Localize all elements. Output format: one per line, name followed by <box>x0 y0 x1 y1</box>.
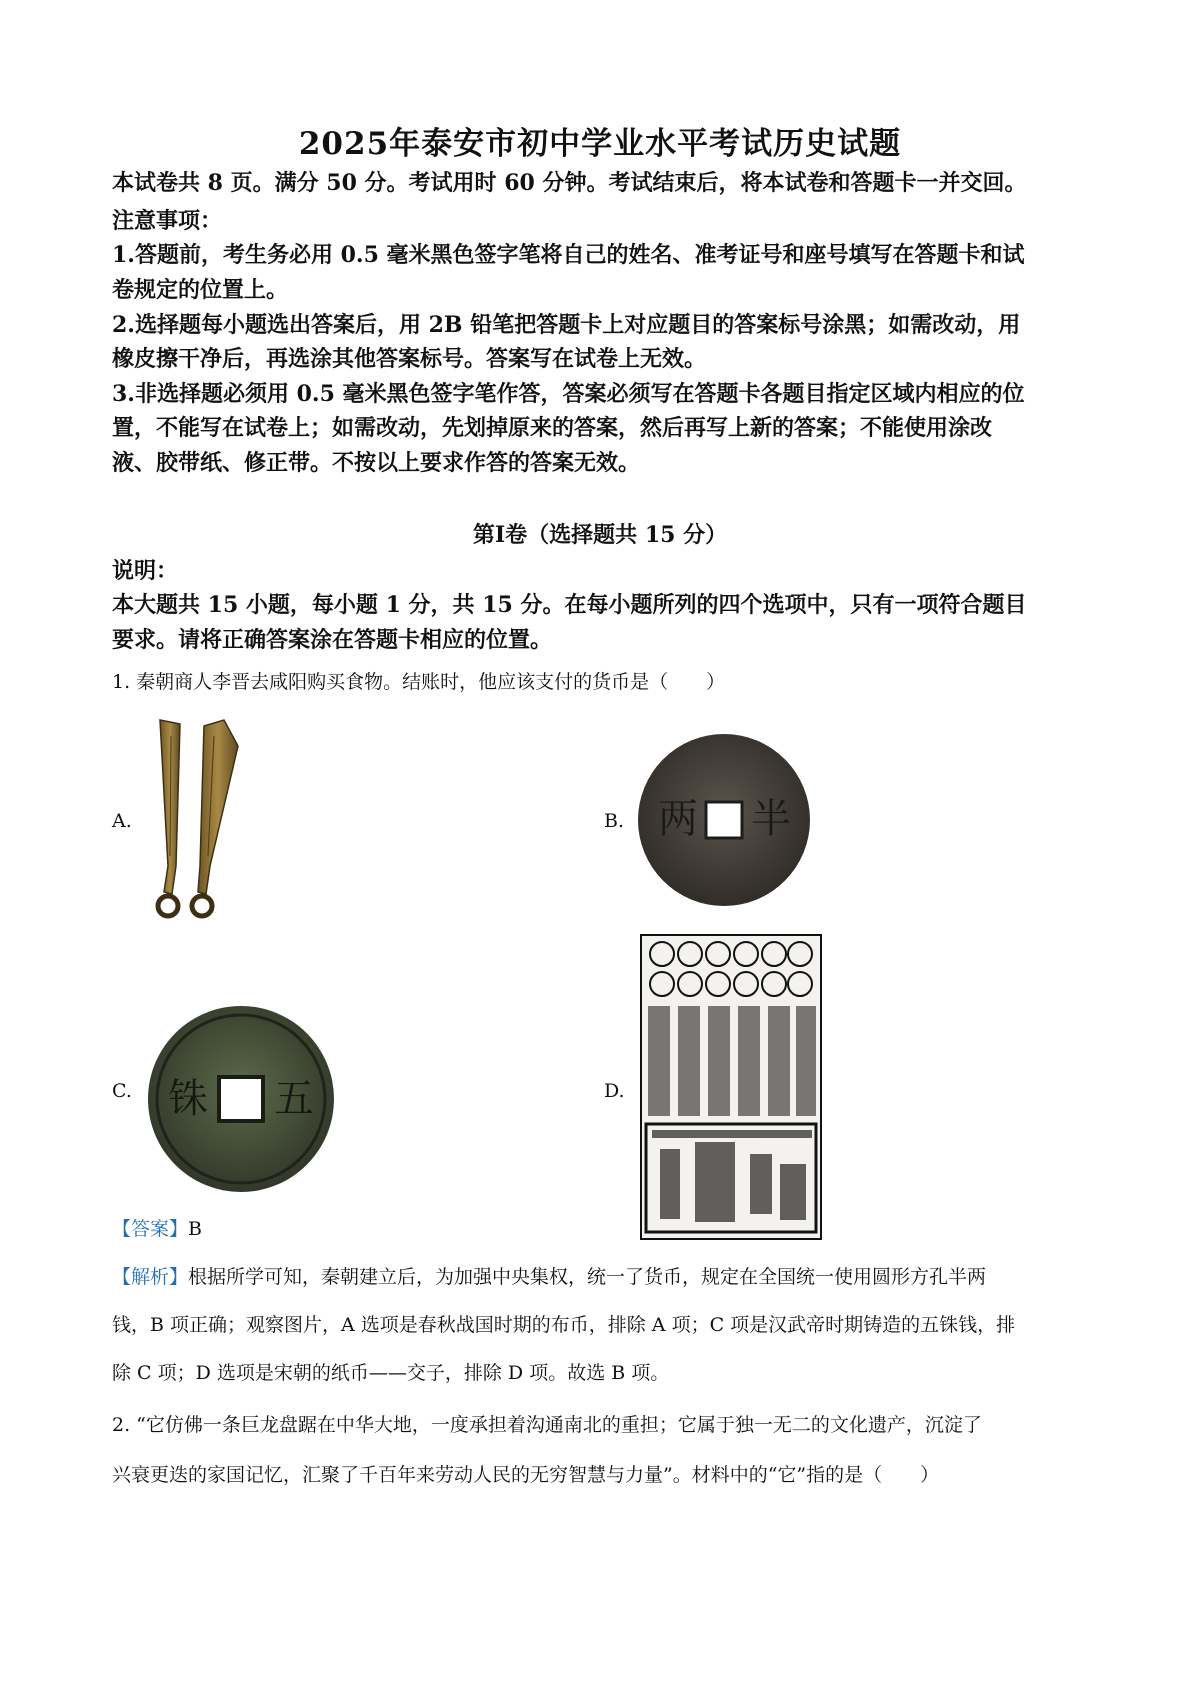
coin-char: 铢 <box>168 1076 208 1122</box>
question-2-line: 兴衰更迭的家国记忆，汇聚了千百年来劳动人民的无穷智慧与力量”。材料中的“它”指的是（ ） <box>112 1464 940 1486</box>
explain-heading: 说明： <box>112 558 179 584</box>
analysis-line <box>112 1262 986 1289</box>
round-coin-image <box>146 1004 336 1198</box>
analysis-line: 钱，B 项正确；观察图片，A 选项是春秋战国时期的布币，排除 A 项；C 项是汉武帝时期铸造的五铢钱，排 <box>112 1314 1016 1336</box>
explain-line: 要求。请将正确答案涂在答题卡相应的位置。 <box>112 627 553 653</box>
analysis-text: 根据所学可知，秦朝建立后，为加强中央集权，统一了货币，规定在全国统一使用圆形方孔半两 <box>188 1266 987 1288</box>
section-title: 第Ⅰ卷（选择题共 15 分） <box>472 522 728 548</box>
notice-line: 1.答题前，考生务必用 0.5 毫米黑色签字笔将自己的姓名、准考证号和座号填写在答题卡和试 <box>112 242 1025 268</box>
notice-line: 卷规定的位置上。 <box>112 277 289 303</box>
notice-heading: 注意事项： <box>112 208 223 234</box>
coin-char: 两 <box>658 796 698 842</box>
explain-line: 本大题共 15 小题，每小题 1 分，共 15 分。在每小题所列的四个选项中，只有一项符合题目 <box>112 592 1027 618</box>
answer-tag: 【答案】 <box>112 1218 189 1240</box>
paper-money-image <box>640 934 822 1244</box>
analysis-tag: 【解析】 <box>112 1266 189 1288</box>
page-title: 2025年泰安市初中学业水平考试历史试题 <box>298 126 902 162</box>
analysis-line: 除 C 项；D 选项是宋朝的纸币——交子，排除 D 项。故选 B 项。 <box>112 1362 670 1384</box>
knife-coin-image <box>150 716 250 926</box>
round-coin-image <box>636 732 812 912</box>
notice-line: 2.选择题每小题选出答案后，用 2B 铅笔把答题卡上对应题目的答案标号涂黑；如需改动，用 <box>112 312 1021 338</box>
notice-line: 3.非选择题必须用 0.5 毫米黑色签字笔作答，答案必须写在答题卡各题目指定区域内相应的位 <box>112 381 1025 407</box>
notice-line: 置，不能写在试卷上；如需改动，先划掉原来的答案，然后再写上新的答案；不能使用涂改 <box>112 415 993 441</box>
question-1-stem: 1. 秦朝商人李晋去咸阳购买食物。结账时，他应该支付的货币是（ ） <box>112 671 726 693</box>
option-b-label: B. <box>604 810 625 832</box>
question-2-line: 2. “它仿佛一条巨龙盘踞在中华大地，一度承担着沟通南北的重担；它属于独一无二的文化遗产，沉淀了 <box>112 1414 982 1436</box>
intro-text: 本试卷共 8 页。满分 50 分。考试用时 60 分钟。考试结束后，将本试卷和答题卡一并交回。 <box>112 170 1027 196</box>
coin-char: 半 <box>751 796 791 842</box>
coin-char: 五 <box>274 1076 314 1122</box>
notice-line: 橡皮擦干净后，再选涂其他答案标号。答案写在试卷上无效。 <box>112 346 707 372</box>
option-a-label: A. <box>112 810 132 832</box>
option-c-label: C. <box>112 1080 132 1102</box>
answer-value: B <box>188 1218 202 1240</box>
answer-line <box>112 1214 202 1241</box>
notice-line: 液、胶带纸、修正带。不按以上要求作答的答案无效。 <box>112 450 641 476</box>
option-d-label: D. <box>604 1080 625 1102</box>
